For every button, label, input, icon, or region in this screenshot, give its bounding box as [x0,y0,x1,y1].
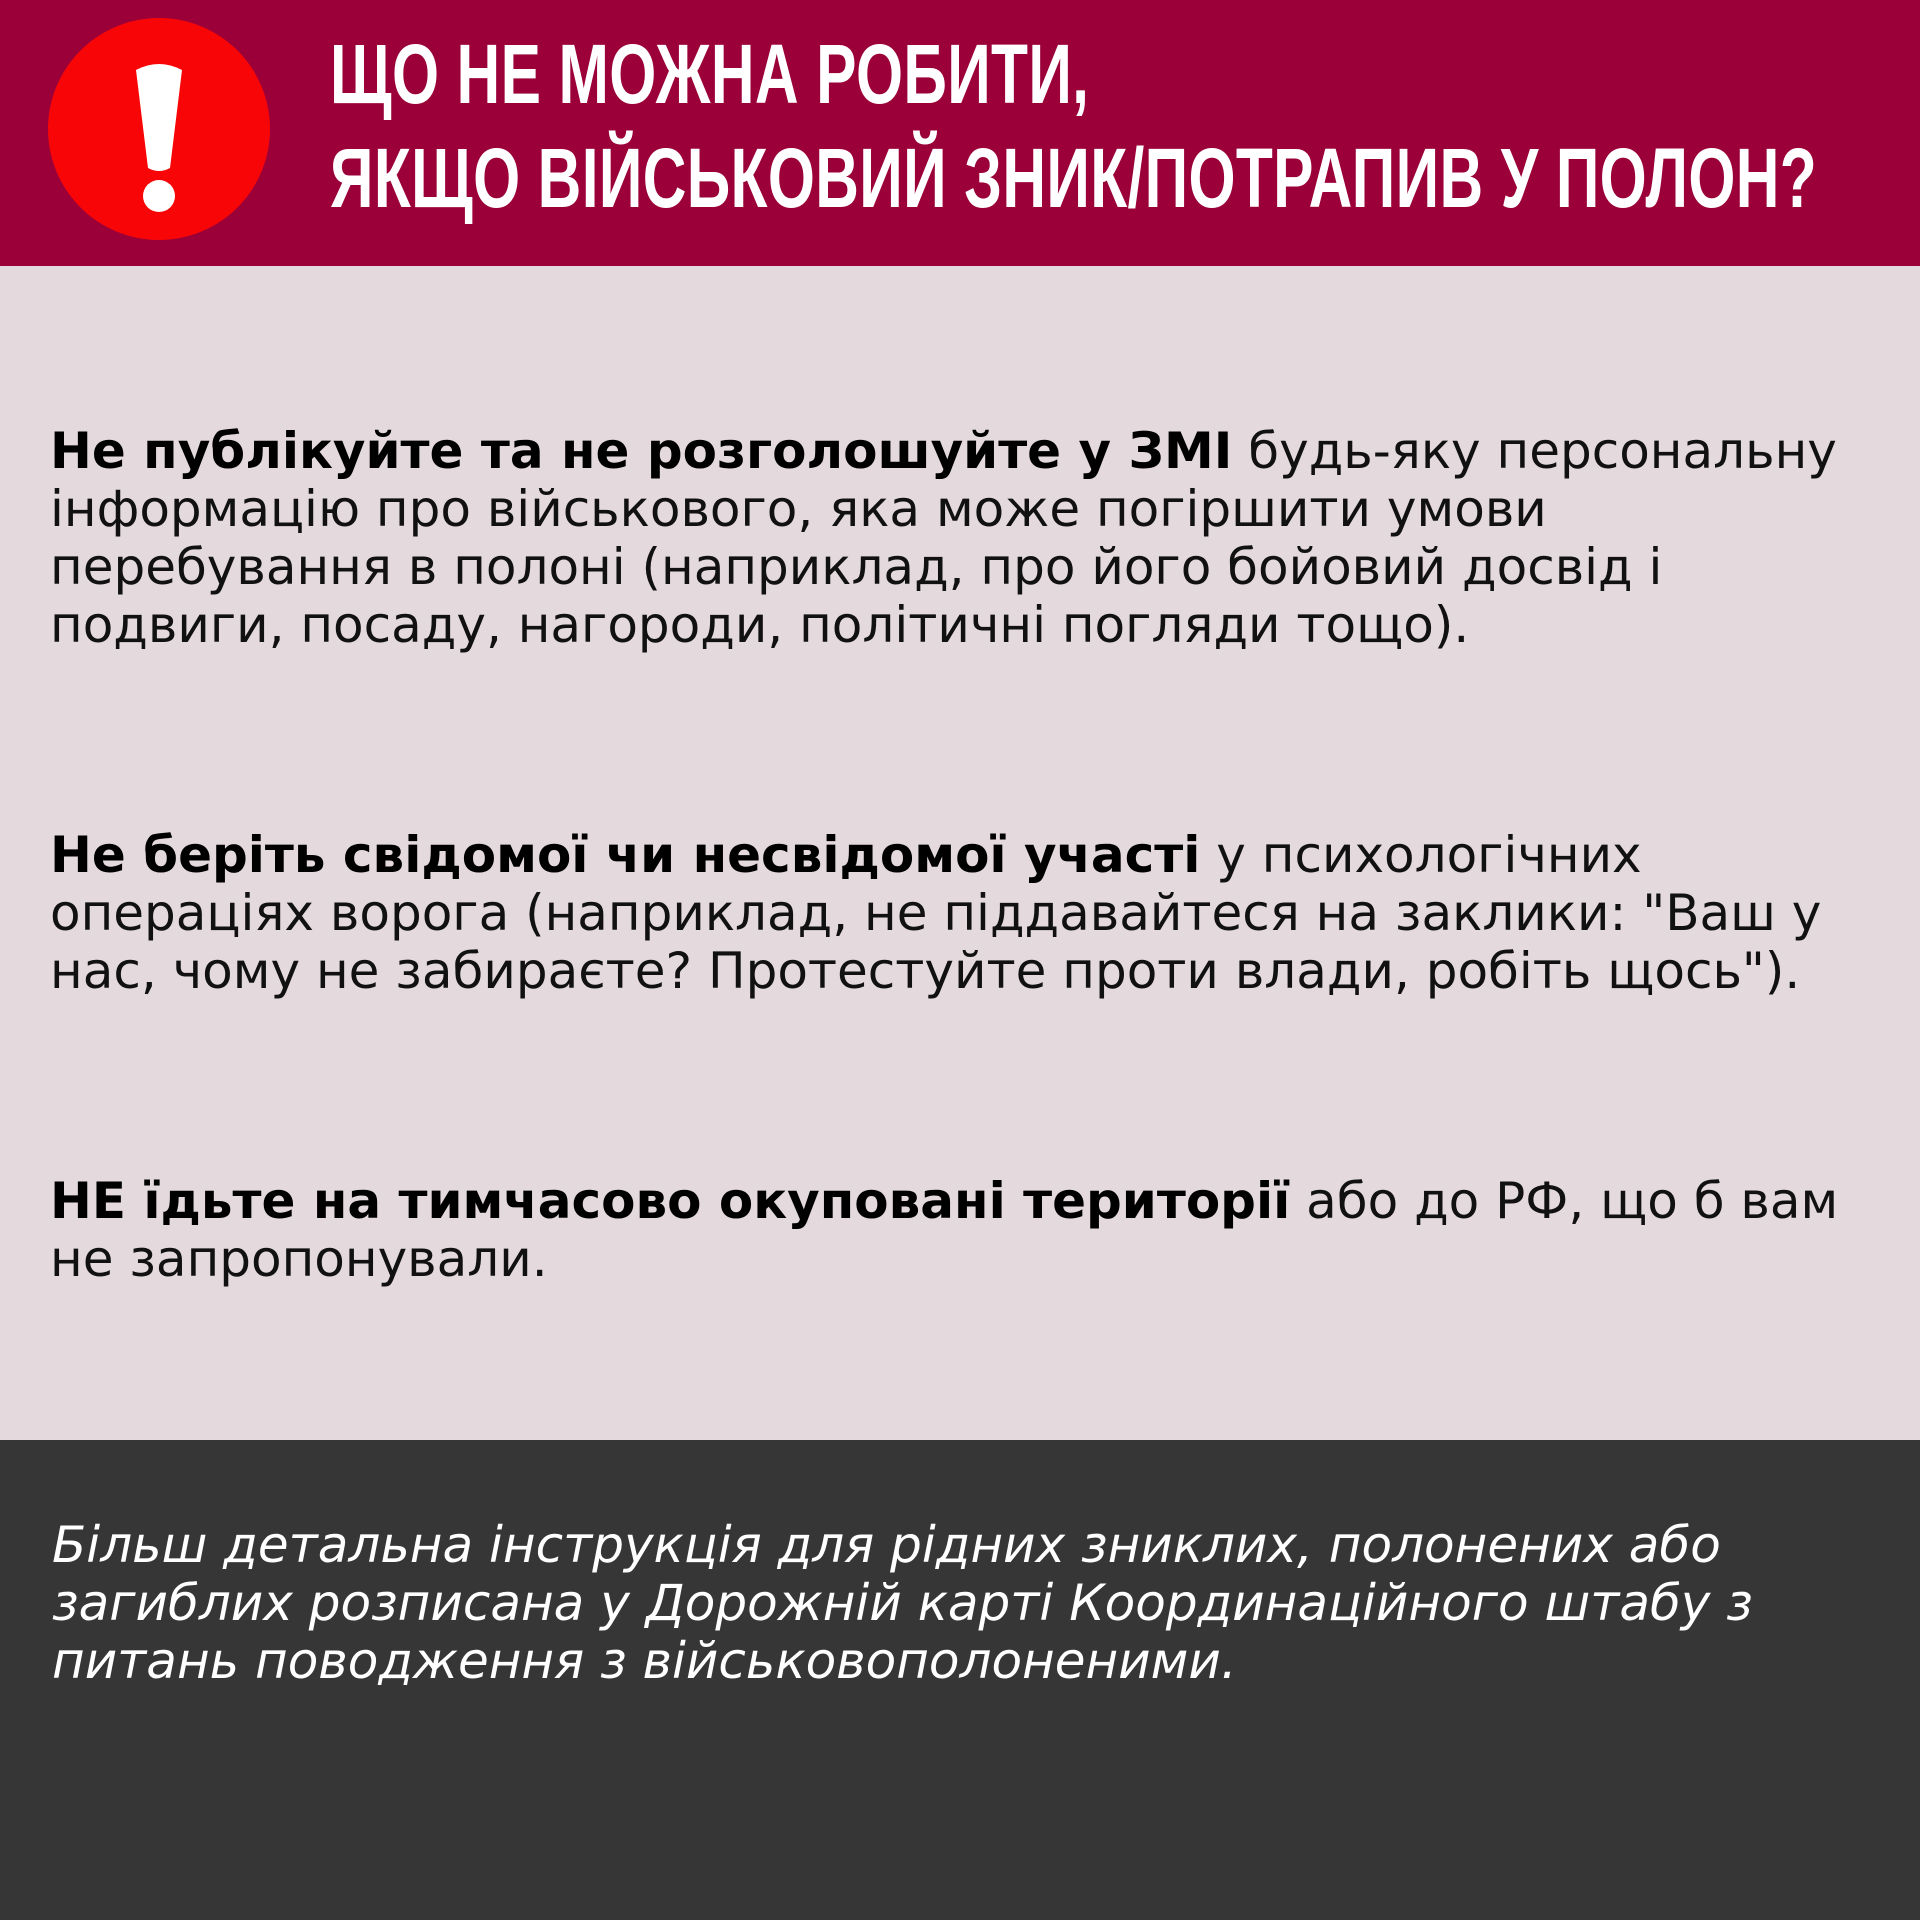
item-text: або до РФ, що б вам не запропонували. [50,1172,1839,1288]
item-text: будь-яку персональну інформацію про військового, яка може погіршити умови перебування в полоні (наприклад, про його бойовий досвід і подвиги, посаду, нагороди, політичні погляди тощо). [50,422,1837,654]
footer [0,1440,1920,1920]
item-no-psyops [50,826,1870,1000]
footer-note: Більш детальна інструкція для рідних зниклих, полонених або загиблих розписана у Дорожній карті Координаційного штабу з питань поводження з військовополоненими. [52,1516,1753,1690]
item-no-travel [50,1172,1870,1288]
exclamation-icon [48,18,270,240]
item-text: у психологічних операціях ворога (наприклад, не піддавайтеся на заклики: "Ваш у нас, чому не забираєте? Протестуйте проти влади, робіть щось"). [50,826,1822,1000]
item-no-publishing [50,422,1870,654]
item-bold-text: Не публікуйте та не розголошуйте у ЗМІ [50,422,1233,480]
title-line-1: ЩО НЕ МОЖНА РОБИТИ, [330,27,1090,121]
item-bold-text: НЕ їдьте на тимчасово окуповані території [50,1172,1291,1230]
title-line-2: ЯКЩО ВІЙСЬКОВИЙ ЗНИК/ПОТРАПИВ У ПОЛОН? [330,131,1818,225]
header-banner [0,0,1920,266]
page-title [330,22,1818,230]
item-bold-text: Не беріть свідомої чи несвідомої участі [50,826,1201,884]
content-area [0,266,1920,1440]
